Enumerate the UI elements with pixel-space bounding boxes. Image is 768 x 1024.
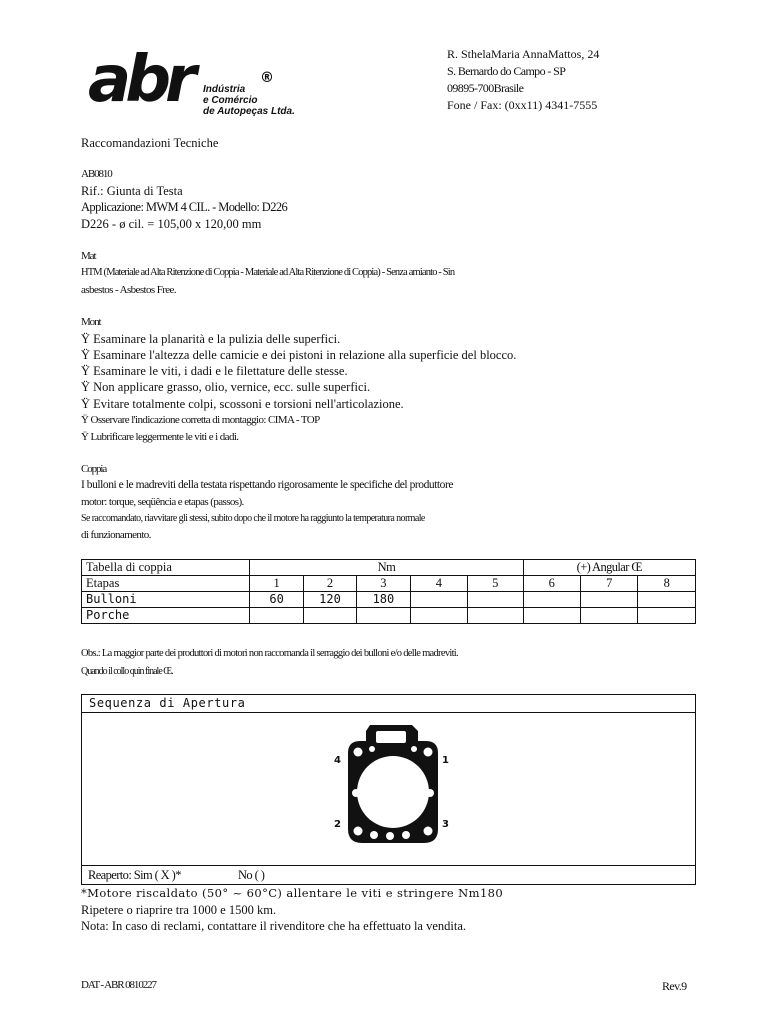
table-cell: [523, 592, 580, 608]
table-row: [82, 576, 696, 592]
gasket-water-hole: [402, 831, 410, 839]
observation-note: Obs.: La maggior parte dei produttori di motori non raccomanda il serraggio dei bulloni e/o delle madreviti.: [81, 648, 458, 659]
sequence-label-4: 4: [334, 755, 341, 766]
part-code: AB0810: [81, 168, 112, 180]
sequence-title: Sequenza di Apertura: [89, 696, 246, 710]
address-phone: Fone / Fax: (0xx11) 4341-7555: [447, 98, 598, 112]
observation-note-2: Quando il collo quin finale Œ.: [81, 666, 173, 677]
assembly-item: Ÿ Esaminare la planarità e la pulizia delle superfici.: [81, 332, 341, 346]
gasket-bolt-hole: [354, 827, 363, 836]
table-cell: 4: [410, 576, 467, 592]
table-cell: 1: [250, 576, 303, 592]
address-city: S. Bernardo do Campo - SP: [447, 64, 566, 78]
table-cell: 6: [523, 576, 580, 592]
company-logo: [88, 43, 318, 124]
warm-engine-note: *Motore riscaldato (50° ~ 60°C) allentare le viti e stringere Nm180: [81, 886, 504, 900]
table-cell: [468, 592, 523, 608]
assembly-item: Ÿ Osservare l'indicazione corretta di montaggio: CIMA - TOP: [81, 414, 320, 426]
sequence-label-3: 3: [442, 819, 449, 830]
repeat-note: Ripetere o riaprire tra 1000 e 1500 km.: [81, 903, 277, 917]
assembly-item: Ÿ Non applicare grasso, olio, vernice, ecc. sulle superfici.: [81, 380, 371, 394]
table-steps-label: Etapas: [82, 576, 250, 592]
table-title-cell: Tabella di coppia: [82, 560, 250, 576]
assembly-item: Ÿ Evitare totalmente colpi, scossoni e torsioni nell'articolazione.: [81, 397, 404, 411]
table-cell: 180: [357, 592, 410, 608]
table-cell: 8: [638, 576, 696, 592]
sequence-header: [82, 695, 695, 713]
application-line: Applicazione: MWM 4 CIL. - Modello: D226: [81, 200, 288, 214]
torque-table: [81, 559, 696, 624]
gasket-bolt-hole: [424, 827, 433, 836]
table-cell: 7: [580, 576, 637, 592]
gasket-bolt-hole: [424, 748, 433, 757]
assembly-heading: Mont: [81, 316, 101, 328]
logo-wordmark: abr: [88, 43, 191, 117]
table-row: [82, 592, 696, 608]
table-angular-cell: (+) Angular Œ: [523, 560, 695, 576]
gasket-water-hole: [386, 832, 394, 840]
table-cell: [580, 608, 637, 624]
sequence-label-1: 1: [442, 755, 449, 766]
material-line-1: HTM (Materiale ad Alta Ritenzione di Coppia - Materiale ad Alta Ritenzione di Coppia) - Senza amianto - Sin: [81, 267, 455, 278]
reopening-no: No ( ): [238, 868, 265, 882]
gasket-water-hole: [369, 746, 375, 752]
gasket-bore: [357, 756, 429, 828]
table-cell: 2: [303, 576, 356, 592]
table-cell: 60: [250, 592, 303, 608]
sequence-label-2: 2: [334, 819, 341, 830]
assembly-item: Ÿ Esaminare l'altezza delle camicie e dei pistoni in relazione alla superficie del blocco.: [81, 348, 517, 362]
torque-text-line: I bulloni e le madreviti della testata rispettando rigorosamente le specifiche del produttore: [81, 479, 454, 491]
table-cell: 3: [357, 576, 410, 592]
table-cell: [357, 608, 410, 624]
reopening-yes: Reaperto: Sim ( X )*: [88, 868, 181, 882]
claims-note: Nota: In caso di reclami, contattare il rivenditore che ha effettuato la vendita.: [81, 919, 467, 933]
table-bolts-label: Bulloni: [82, 592, 250, 608]
table-nuts-label: Porche: [82, 608, 250, 624]
gasket-top-slot: [376, 731, 406, 743]
gasket-water-hole: [370, 831, 378, 839]
table-cell: 120: [303, 592, 356, 608]
gasket-bolt-hole: [426, 789, 434, 797]
gasket-diagram: [332, 719, 452, 851]
gasket-bolt-hole: [352, 789, 360, 797]
gasket-bolt-hole: [354, 748, 363, 757]
table-cell: [250, 608, 303, 624]
reopening-row: [82, 865, 695, 885]
material-line-2: asbestos - Asbestos Free.: [81, 284, 176, 296]
logo-subtitle: Indústria e Comércio de Autopeças Ltda.: [203, 84, 295, 117]
torque-heading: Coppia: [81, 463, 107, 475]
opening-sequence-box: [81, 694, 696, 885]
torque-text-line: di funzionamento.: [81, 529, 151, 541]
table-cell: [523, 608, 580, 624]
table-cell: [468, 608, 523, 624]
material-heading: Mat: [81, 250, 96, 262]
registered-mark: ®: [260, 70, 274, 86]
table-cell: [580, 592, 637, 608]
torque-text-line: motor: torque, seqüência e etapas (passos).: [81, 496, 244, 508]
table-row: [82, 608, 696, 624]
company-address: [447, 46, 599, 114]
table-cell: [410, 592, 467, 608]
table-cell: [638, 608, 696, 624]
address-street: R. SthelaMaria AnnaMattos, 24: [447, 47, 600, 61]
assembly-item: Ÿ Lubrificare leggermente le viti e i dadi.: [81, 431, 239, 443]
table-cell: 5: [468, 576, 523, 592]
address-zip: 09895-700Brasile: [447, 81, 524, 95]
table-row: [82, 560, 696, 576]
bore-line: D226 - ø cil. = 105,00 x 120,00 mm: [81, 217, 262, 231]
document-title: Raccomandazioni Tecniche: [81, 136, 219, 150]
assembly-item: Ÿ Esaminare le viti, i dadi e le filettature delle stesse.: [81, 364, 348, 378]
table-unit-cell: Nm: [250, 560, 523, 576]
part-reference: Rif.: Giunta di Testa: [81, 184, 183, 198]
gasket-water-hole: [411, 746, 417, 752]
table-cell: [303, 608, 356, 624]
table-cell: [638, 592, 696, 608]
table-cell: [410, 608, 467, 624]
torque-text-line: Se raccomandato, riavvitare gli stessi, subito dopo che il motore ha raggiunto la temperatura normale: [81, 513, 425, 524]
revision-number: Rev.9: [662, 979, 687, 993]
document-code: DAT - ABR 0810227: [81, 979, 156, 991]
